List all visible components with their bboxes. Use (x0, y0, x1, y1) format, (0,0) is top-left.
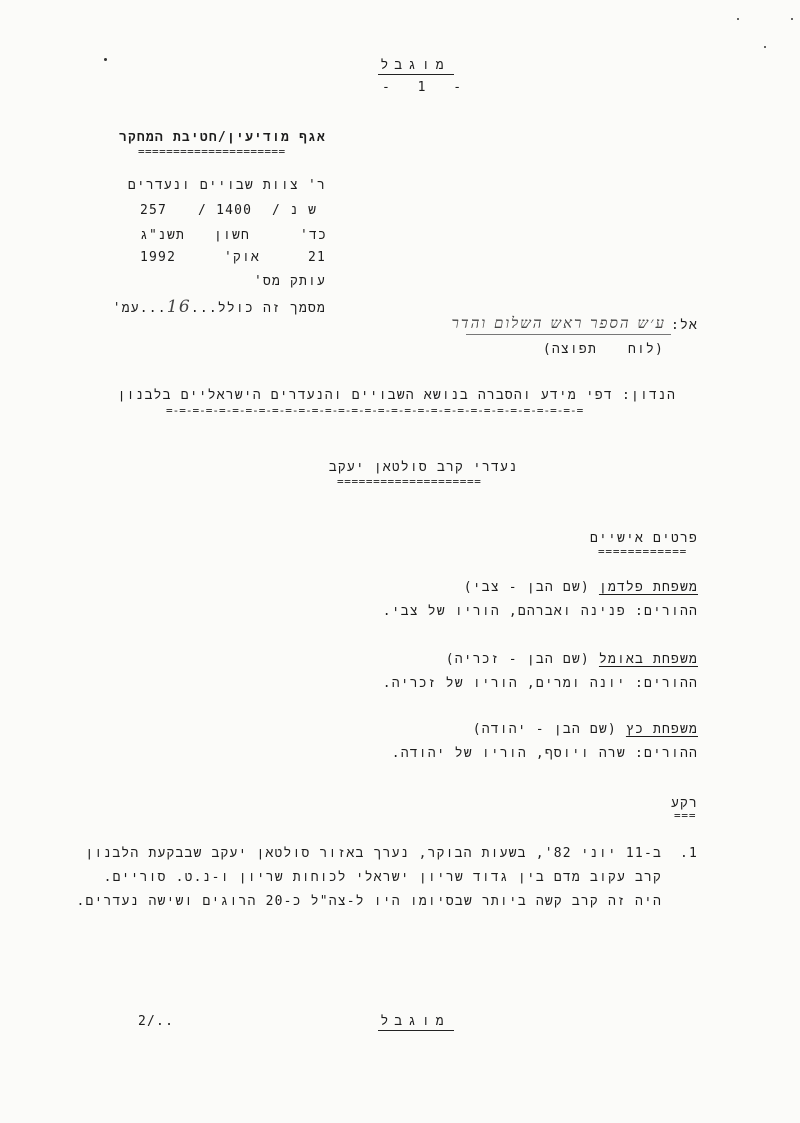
ref-suffix: 257 (140, 203, 168, 218)
scan-speck (764, 46, 766, 48)
subject-underline: =-=-=-=-=-=-=-=-=-=-=-=-=-=-=-=-=-=-=-=-=-=-=-=-=-=-=-=-=-=-=-= (166, 406, 584, 416)
gregorian-date-row (140, 250, 330, 268)
family-son: (שם הבן - צבי) (463, 580, 590, 595)
ref-label: ש נ / (272, 203, 318, 218)
classification-footer-underline (378, 1030, 454, 1031)
copy-number-label: עותק מס' (253, 274, 326, 289)
gregorian-year: 1992 (140, 250, 177, 265)
department-name: אגף מודיעין/חטיבת המחקר (118, 130, 326, 145)
hebrew-date-row (140, 228, 330, 246)
page-number: - 1 - (382, 80, 472, 95)
scan-speck (104, 58, 107, 61)
recipient-handwritten: ע׳ש הספר ראש השלום והדר (451, 314, 666, 332)
subject-label: הנדון: (621, 388, 676, 403)
family-name: משפחת פלדמן (598, 580, 698, 595)
personal-details-heading: פרטים אישיים (589, 531, 698, 546)
background-paragraph-line: היה זה קרב קשה ביותר שבסיומו היו ל-צה"ל כ-20 הרוגים ושישה נעדרים. (76, 894, 662, 909)
family-name: משפחת כץ (625, 722, 698, 737)
continuation-marker: 2/.. (138, 1014, 175, 1029)
family-son: (שם הבן - יהודה) (472, 722, 617, 737)
page-count-suffix: ...עמ' (112, 301, 167, 316)
background-paragraph-line: קרב עקוב מדם בין גדוד שריון ישראלי לכוחות שריון ו-נ.ט. סוריים. (103, 870, 662, 885)
distribution-note: (לוח תפוצה) (542, 342, 664, 357)
paragraph-number: .1 (680, 846, 699, 861)
page-count-prefix: מסמך זה כולל... (190, 301, 326, 316)
recipient-label: אל: (670, 318, 698, 333)
background-paragraph-line: ב-11 יוני 82', בשעות הבוקר, נערך באזור סולטאן יעקב שבבקעת הלבנון (85, 846, 662, 861)
family-son: (שם הבן - זכריה) (445, 652, 590, 667)
document-title-underline: ==================== (337, 477, 482, 487)
hebrew-date-month: חשון (214, 228, 251, 243)
background-underline: === (674, 811, 697, 821)
family-name: משפחת באומל (598, 652, 698, 667)
department-underline: ===================== (138, 147, 286, 157)
family-parents: ההורים: יונה ומרים, הוריו של זכריה. (382, 676, 698, 691)
document-title: נעדרי קרב סולטאן יעקב (328, 460, 518, 475)
hebrew-date-day: כד' (300, 228, 328, 243)
page-count-line (113, 297, 326, 317)
background-heading: רקע (670, 796, 698, 811)
family-item (446, 652, 698, 667)
unit-name: ר' צוות שבויים ונעדרים (127, 178, 326, 193)
subject-line (118, 388, 676, 403)
personal-details-underline: ============ (598, 547, 688, 557)
page-count-handwritten: 16 (166, 297, 191, 317)
gregorian-day: 21 (308, 250, 327, 265)
family-item (464, 580, 698, 595)
reference-number-row (140, 203, 330, 221)
recipient-handwritten-underline (466, 334, 671, 335)
classification-header: מוגבל (380, 58, 450, 73)
ref-number: 1400 / (198, 203, 253, 218)
scan-speck (737, 18, 739, 20)
family-parents: ההורים: פנינה ואברהם, הוריו של צבי. (382, 604, 698, 619)
hebrew-date-year: תשנ"ג (140, 228, 186, 243)
classification-footer: מוגבל (380, 1014, 450, 1029)
family-item (473, 722, 698, 737)
scan-speck (791, 18, 793, 20)
classification-underline (378, 74, 454, 75)
subject-text: דפי מידע והסברה בנושא השבויים והנעדרים הישראליים בלבנון (117, 388, 613, 403)
gregorian-month: אוק' (224, 250, 261, 265)
family-parents: ההורים: שרה ויוסף, הוריו של יהודה. (391, 746, 698, 761)
